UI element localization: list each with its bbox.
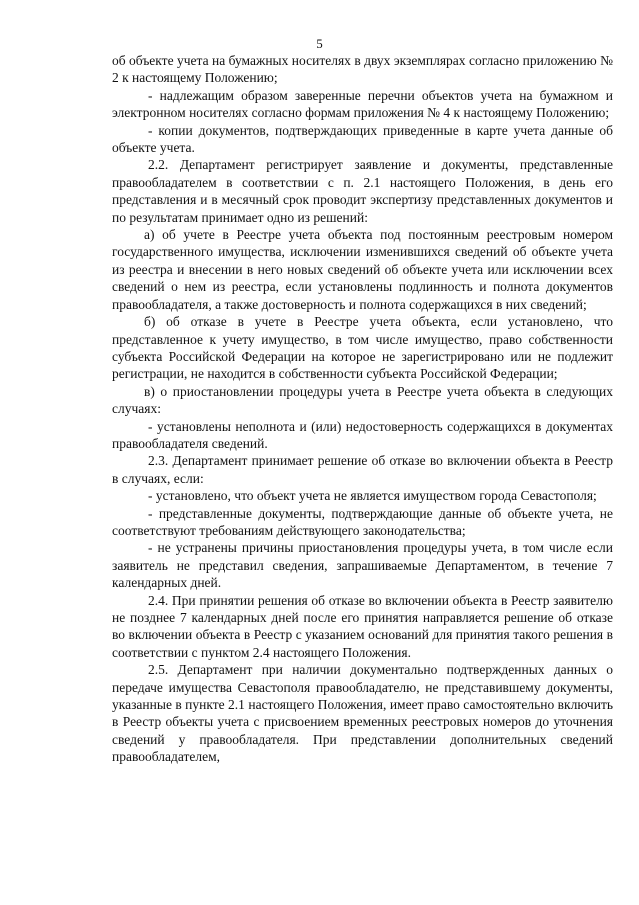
paragraph-not-sevastopol-property: - установлено, что объект учета не является имуществом города Севастополя; — [148, 488, 597, 504]
paragraph-2-3: 2.3. Департамент принимает решение об отказе во включении объекта в Реестр в случаях, если: — [112, 453, 613, 486]
paragraph-2-2-a: а) об учете в Реестре учета объекта под постоянным реестровым номером государственного имущества, исключении изменившихся сведений об объекте учета из реестра и внесении в него новых сведений об объекте учета или исключении всех сведений о нем из реестра, если установлены подлинность и полнота документов правообладателя, а также достоверность и полнота содержащихся в них сведений; — [112, 227, 613, 312]
paragraph-documents-noncompliant: - представленные документы, подтверждающие данные об объекте учета, не соответствуют требованиям действующего законодательства; — [112, 505, 613, 538]
paragraph-2-2-v: в) о приостановлении процедуры учета в Реестре учета объекта в следующих случаях: — [112, 383, 613, 417]
paragraph-reasons-not-eliminated: - не устранены причины приостановления процедуры учета, в том числе если заявитель не представил сведения, запрашиваемые Департаментом, в течение 7 календарных дней. — [112, 540, 613, 591]
paragraph-object-card-copies: об объекте учета на бумажных носителях в двух экземплярах согласно приложению № 2 к настоящему Положению; — [112, 53, 613, 86]
page-number: 5 — [316, 36, 323, 51]
paragraph-incompleteness: - установлены неполнота и (или) недостоверность содержащихся в документах правообладателя сведений. — [112, 418, 613, 451]
paragraph-document-copies: - копии документов, подтверждающих приведенные в карте учета данные об объекте учета. — [112, 122, 613, 156]
paragraph-2-2-b: б) об отказе в учете в Реестре учета объекта, если установлено, что представленное к учету имущество, в том числе имущество, право собственности субъекта Российской Федерации на которое не зарегистрировано или не подлежит регистрации, не находится в собственности субъекта Российской Федерации; — [112, 314, 613, 382]
paragraph-2-2: 2.2. Департамент регистрирует заявление и документы, представленные правообладателем в соответствии с п. 2.1 настоящего Положения, в день его представления и в месячный срок проводит экспертизу представленных документов и по результатам принимает одно из решений: — [112, 157, 613, 225]
paragraph-certified-lists: - надлежащим образом заверенные перечни объектов учета на бумажном и электронном носителях согласно формам приложения № 4 к настоящему Положению; — [112, 87, 613, 121]
paragraph-2-4: 2.4. При принятии решения об отказе во включении объекта в Реестр заявителю не позднее 7 календарных дней после его принятия направляется решение об отказе во включении объекта в Реестр с указанием оснований для принятия такого решения в соответствии с пунктом 2.4 настоящего Положения. — [112, 592, 613, 660]
document-body — [112, 52, 613, 766]
paragraph-2-5: 2.5. Департамент при наличии документально подтвержденных данных о передаче имущества Севастополя правообладателю, не представившему документы, указанные в пункте 2.1 настоящего Положения, имеет право самостоятельно включить в Реестр объекты учета с присвоением временных реестровых номеров до уточнения сведений у правообладателя. При представлении дополнительных сведений правообладателем, — [112, 662, 613, 765]
